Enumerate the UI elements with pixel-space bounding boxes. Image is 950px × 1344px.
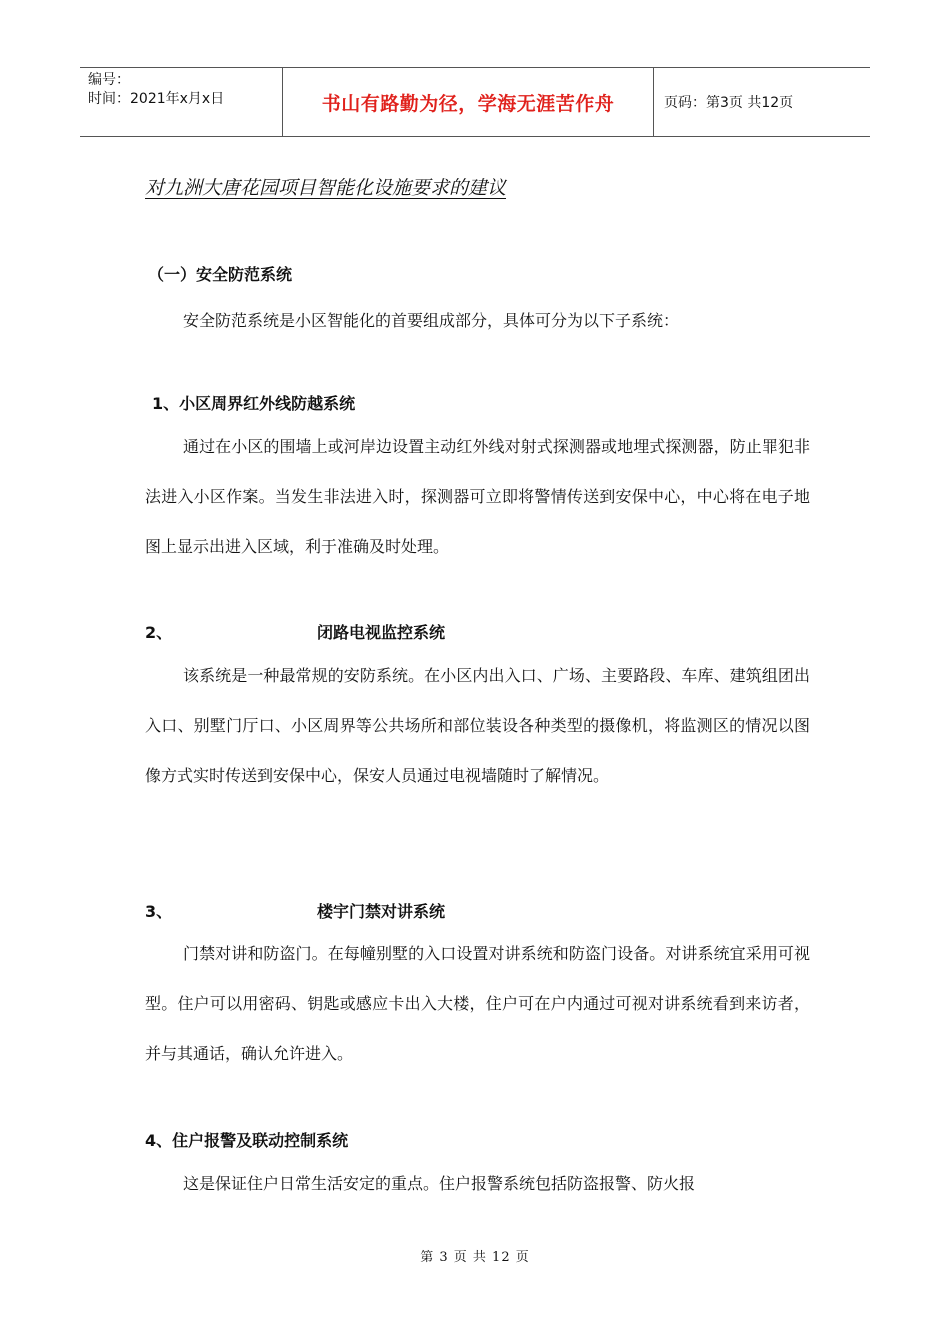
page-header — [80, 67, 870, 137]
item-2-body: 该系统是一种最常规的安防系统。在小区内出入口、广场、主要路段、车库、建筑组团出入口、别墅门厅口、小区周界等公共场所和部位装设各种类型的摄像机，将监测区的情况以图像方式实时传送到安保中心，保安人员通过电视墙随时了解情况。 — [145, 666, 810, 785]
number-label: 编号： — [88, 72, 130, 88]
header-page-cell — [654, 68, 870, 136]
item-4-body: 这是保证住户日常生活安定的重点。住户报警系统包括防盗报警、防火报 — [183, 1174, 696, 1193]
document-title: 对九洲大唐花园项目智能化设施要求的建议 — [145, 177, 507, 199]
item-2-title: 闭路电视监控系统 — [317, 623, 446, 642]
item-4-title: 住户报警及联动控制系统 — [172, 1131, 349, 1150]
item-3-number: 3、 — [145, 902, 173, 921]
date-label: 时间：2021年x月x日 — [88, 91, 225, 107]
header-motto-cell — [282, 68, 654, 136]
intro-paragraph: 安全防范系统是小区智能化的首要组成部分，具体可分为以下子系统： — [183, 311, 680, 330]
item-1-heading — [152, 391, 355, 414]
item-3-body: 门禁对讲和防盗门。在每幢别墅的入口设置对讲系统和防盗门设备。对讲系统宜采用可视型。住户可以用密码、钥匙或感应卡出入大楼，住户可在户内通过可视对讲系统看到来访者，并与其通话，确认允许进入。 — [145, 944, 810, 1063]
page-label: 页码：第3页 共12页 — [664, 95, 794, 111]
page-footer: 第 3 页 共 12 页 — [420, 1250, 530, 1265]
item-1-number: 1、 — [152, 394, 180, 413]
item-4-number: 4、 — [145, 1131, 173, 1150]
item-2-number: 2、 — [145, 623, 173, 642]
item-1-body: 通过在小区的围墙上或河岸边设置主动红外线对射式探测器或地埋式探测器，防止罪犯非法进入小区作案。当发生非法进入时，探测器可立即将警情传送到安保中心，中心将在电子地图上显示出进入区域，利于准确及时处理。 — [145, 437, 810, 556]
motto-text: 书山有路勤为径，学海无涯苦作舟 — [321, 92, 615, 115]
header-meta — [80, 68, 282, 136]
item-1-title: 小区周界红外线防越系统 — [179, 394, 356, 413]
item-4-heading — [145, 1128, 348, 1151]
section-heading: （一）安全防范系统 — [148, 265, 293, 284]
item-3-title: 楼宇门禁对讲系统 — [317, 902, 446, 921]
